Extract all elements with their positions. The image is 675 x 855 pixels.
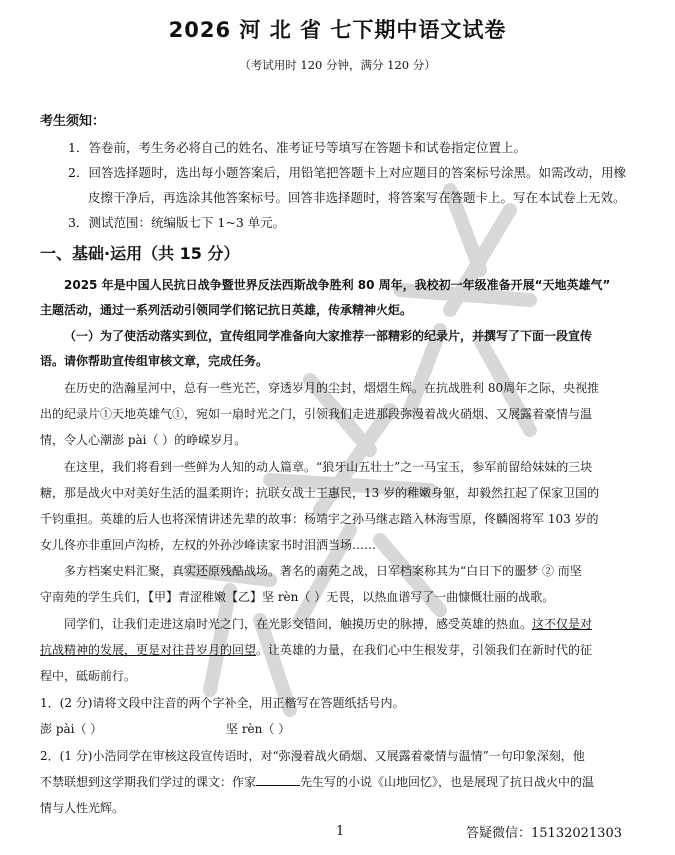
passage-text: 同学们，让我们走进这扇时光之门，在光影交错间，触摸历史的脉搏，感受英雄的热血。 [64,617,533,631]
notice-item: 1．答卷前，考生务必将自己的姓名、准考证号等填写在答题卡和试卷指定位置上。 [68,140,526,155]
notice-item: 2．回答选择题时，选出每小题答案后，用铅笔把答题卡上对应题目的答案标号涂黑。如需改动，用橡 [68,165,626,180]
answer-blank-pai: 澎 pài（ ） [40,722,103,736]
watermark-graphic [150,150,600,750]
notice-item: 皮擦干净后，再选涂其他答案标号。回答非选择题时，将答案写在答题卡上。写在本试卷上无效。 [88,190,626,205]
passage-line: 情，令人心潮澎 pài（ ）的峥嵘岁月。 [40,433,247,447]
underlined-sentence: 抗战精神的发展，更是对往昔岁月的回望 [40,643,257,657]
passage-line: 多方档案史料汇聚，真实还原残酷战场。著名的南苑之战，日军档案称其为“白日下的噩梦 ② 而坚 [64,564,582,578]
task-instruction: 语。请你帮助宣传组审核文章，完成任务。 [40,354,269,368]
passage-line: 千钧重担。英雄的后人也将深情讲述先辈的故事：杨靖宇之孙马继志踏入林海雪原，佟麟阁将军 103 岁的 [40,512,599,526]
passage-line [64,615,592,632]
question-1: 1．(2 分)请将文段中注音的两个字补全，用正楷写在答题纸括号内。 [40,696,405,710]
question-2-line [40,773,594,790]
notice-item: 3．测试范围：统编版七下 1~3 单元。 [68,215,286,230]
passage-line: 程中，砥砺前行。 [40,669,137,683]
passage-line: 出的纪录片①天地英雄气①，宛如一扇时光之门，引领我们走进那段弥漫着战火硝烟、又展露着豪情与温 [40,407,593,421]
section-heading: 一、基础·运用（共 15 分） [40,244,240,263]
intro-text: 主题活动，通过一系列活动引领同学们铭记抗日英雄，传承精神火炬。 [40,303,413,317]
page-title: 2026 河 北 省 七下期中语文试卷 [168,18,507,42]
author-blank [256,773,300,786]
passage-line: 女儿佟亦非重回卢沟桥，左权的外孙沙峰读家书时泪洒当场…… [40,538,377,552]
underlined-sentence: 这不仅是对 [532,617,593,631]
passage-line [40,641,592,658]
contact-info: 答疑微信：15132021303 [466,826,622,841]
page-number: 1 [336,824,345,839]
exam-duration-note: （考试用时 120 分钟，满分 120 分） [239,58,436,72]
intro-text: 2025 年是中国人民抗日战争暨世界反法西斯战争胜利 80 周年，我校初一年级准备开展“天地英雄气” [64,278,611,292]
passage-line: 糖，那是战火中对美好生活的温柔期许；抗联女战士王惠民，13 岁的稚嫩身躯，却毅然扛起了保家卫国的 [40,486,600,500]
passage-line: 在历史的浩瀚星河中，总有一些光芒，穿透岁月的尘封，熠熠生辉。在抗战胜利 80周年之际，央视推 [64,381,600,395]
question-text: 不禁联想到这学期我们学过的课文：作家 [40,775,257,789]
notice-label: 考生须知： [40,114,106,129]
task-instruction: （一）为了使活动落实到位，宣传组同学准备向大家推荐一部精彩的纪录片，并撰写了下面一段宣传 [64,329,593,343]
passage-text: 。让英雄的力量，在我们心中生根发芽，引领我们在新时代的征 [256,643,593,657]
question-2-line: 情与人性光辉。 [40,801,125,815]
question-2: 2．(1 分)小浩同学在审核这段宣传语时，对“弥漫着战火硝烟、又展露着豪情与温情”一句印象深刻，他 [40,749,585,763]
passage-line: 守南苑的学生兵们，【甲】青涩稚嫩【乙】坚 rèn（ ）无畏，以热血谱写了一曲慷慨壮丽的战歌。 [40,590,555,604]
question-text: 先生写的小说《山地回忆》，也是展现了抗日战火中的温 [300,775,595,789]
answer-blank-ren: 坚 rèn（ ） [226,722,291,736]
passage-line: 在这里，我们将看到一些鲜为人知的动人篇章。“狼牙山五壮士”之一马宝玉，参军前留给妹妹的三块 [64,460,593,474]
